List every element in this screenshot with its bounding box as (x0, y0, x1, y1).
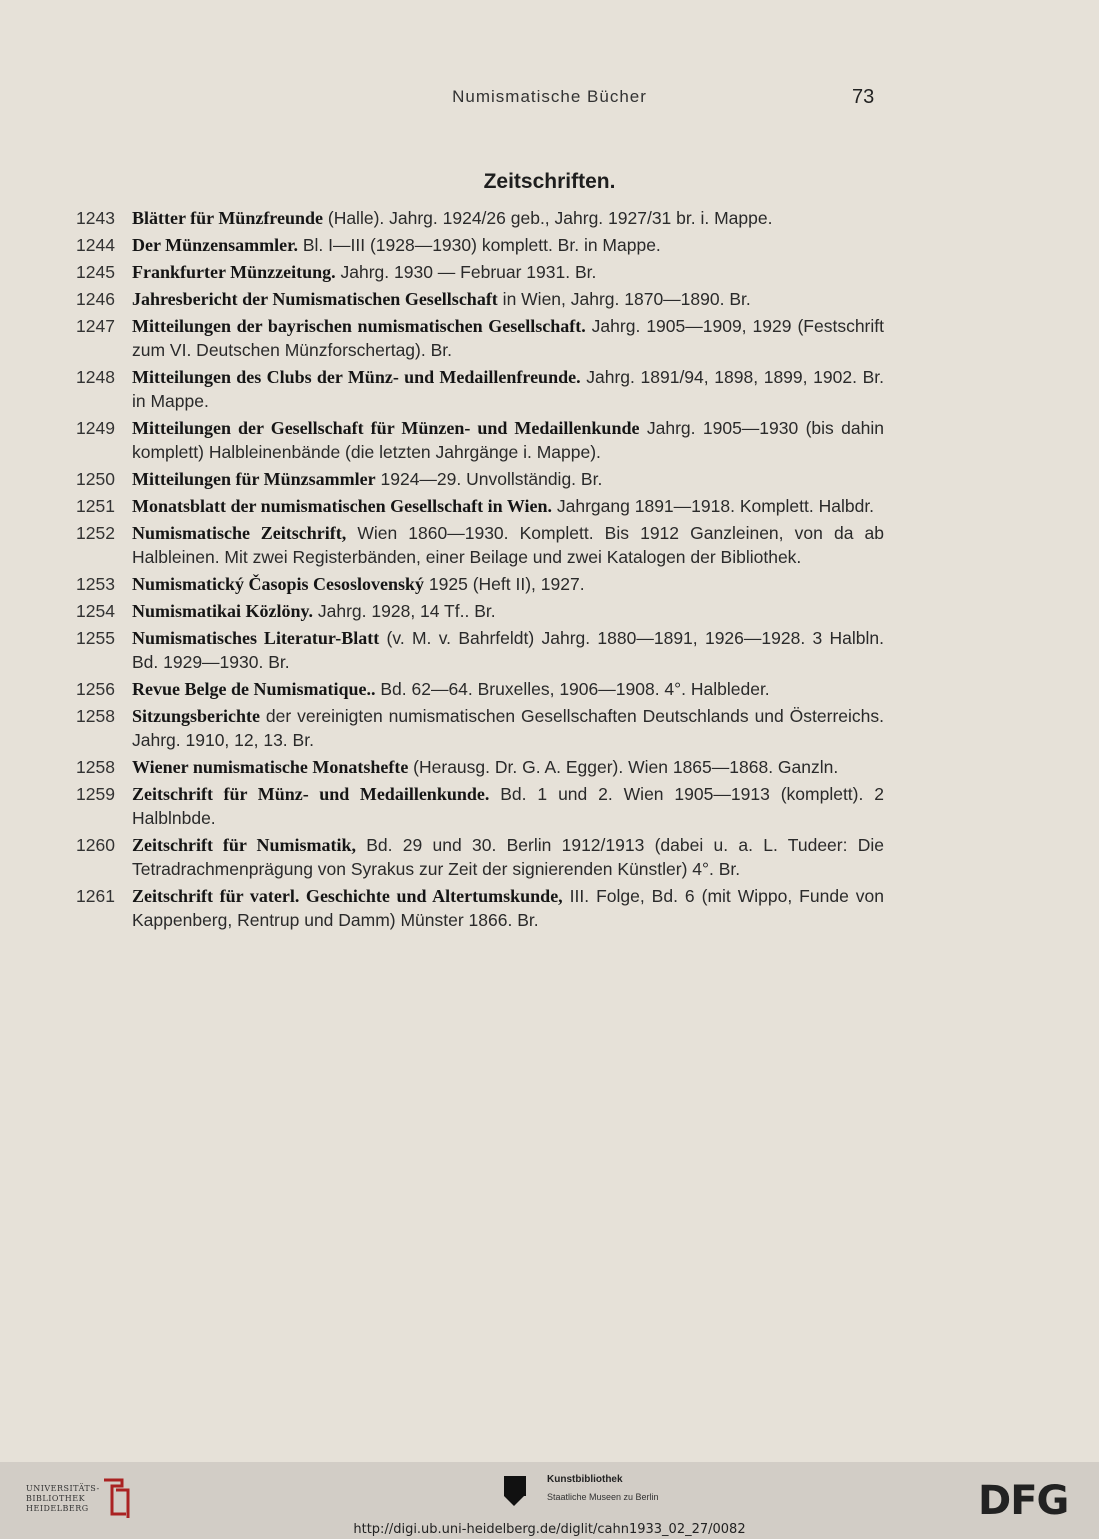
entry-details: Jahrg. 1930 — Februar 1931. Br. (335, 262, 597, 282)
catalog-entry (0, 521, 884, 569)
entry-details: Bd. 29 und 30. Berlin 1912/1913 (dabei u. a. L. Tudeer: Die Tetradrachmenprägung von Syrakus zur Zeit der signierenden Künstler) 4°. Br. (132, 835, 885, 879)
entry-details: in Wien, Jahrg. 1870—1890. Br. (497, 289, 751, 309)
catalog-entry (0, 755, 884, 779)
entry-number: 1246 (76, 289, 115, 309)
entry-title: Numismatisches Literatur-Blatt (132, 628, 380, 648)
entry-title: Numismatische Zeitschrift, (132, 523, 347, 543)
entry-title: Mitteilungen der Gesellschaft für Münzen- und Medaillenkunde (132, 418, 640, 438)
entry-title: Mitteilungen des Clubs der Münz- und Medaillenfreunde. (132, 367, 581, 387)
entry-title: Numismatický Časopis Cesoslovenský (132, 574, 425, 594)
entry-details: III. Folge, Bd. 6 (mit Wippo, Funde von Kappenberg, Rentrup und Damm) Münster 1866. Br. (132, 886, 884, 930)
kunstbibliothek-emblem-icon (500, 1472, 540, 1508)
ub-logo-text (26, 1484, 100, 1514)
entry-details: (Halle). Jahrg. 1924/26 geb., Jahrg. 1927/31 br. i. Mappe. (323, 208, 773, 228)
catalog-entry (0, 626, 884, 674)
entry-details: (v. M. v. Bahrfeldt) Jahrg. 1880—1891, 1926—1928. 3 Halbln. Bd. 1929—1930. Br. (132, 628, 884, 672)
entry-details: Jahrg. 1928, 14 Tf.. Br. (313, 601, 496, 621)
entry-number: 1245 (76, 262, 115, 282)
catalog-entry (0, 572, 884, 596)
entry-title: Revue Belge de Numismatique.. (132, 679, 376, 699)
entry-title: Sitzungsberichte (132, 706, 260, 726)
entry-details: Wien 1860—1930. Komplett. Bis 1912 Ganzleinen, von da ab Halbleinen. Mit zwei Registerbänden, einer Beilage und zwei Katalogen der Bibliothek. (132, 523, 884, 567)
page-number: 73 (852, 86, 875, 108)
entry-details: 1925 (Heft II), 1927. (424, 574, 585, 594)
catalog-entry (0, 833, 884, 881)
entry-number: 1250 (76, 469, 115, 489)
catalog-entry (0, 287, 884, 311)
entry-title: Monatsblatt der numismatischen Gesellschaft in Wien. (132, 496, 553, 516)
entry-details: Jahrg. 1891/94, 1898, 1899, 1902. Br. in Mappe. (132, 367, 884, 411)
entry-number: 1259 (76, 784, 115, 804)
entry-number: 1251 (76, 496, 115, 516)
catalog-entry (0, 782, 884, 830)
entry-title: Jahresbericht der Numismatischen Gesellschaft (132, 289, 498, 309)
ub-line: HEIDELBERG (26, 1504, 89, 1513)
entry-details: Bd. 1 und 2. Wien 1905—1913 (komplett). 2 Halblnbde. (132, 784, 884, 828)
entry-title: Mitteilungen für Münzsammler (132, 469, 376, 489)
catalog-entry (0, 233, 884, 257)
entry-title: Der Münzensammler. (132, 235, 298, 255)
footer-bar (0, 1462, 1099, 1539)
entry-number: 1261 (76, 886, 115, 906)
entry-details: Bl. I—III (1928—1930) komplett. Br. in Mappe. (297, 235, 661, 255)
entry-number: 1258 (76, 757, 115, 777)
entry-list (0, 206, 1099, 935)
catalog-entry (0, 494, 884, 518)
section-title: Zeitschriften. (483, 170, 616, 193)
entry-number: 1244 (76, 235, 115, 255)
catalog-entry (0, 206, 884, 230)
running-title: Numismatische Bücher (452, 87, 647, 106)
entry-number: 1260 (76, 835, 115, 855)
entry-details: Bd. 62—64. Bruxelles, 1906—1908. 4°. Halbleder. (375, 679, 770, 699)
kb-subtitle: Staatliche Museen zu Berlin (547, 1492, 659, 1502)
entry-number: 1258 (76, 706, 115, 726)
entry-number: 1252 (76, 523, 115, 543)
entry-title: Wiener numismatische Monatshefte (132, 757, 409, 777)
page-url[interactable]: http://digi.ub.uni-heidelberg.de/diglit/cahn1933_02_27/0082 (353, 1522, 746, 1537)
entry-title: Zeitschrift für Numismatik, (132, 835, 356, 855)
dfg-logo[interactable]: DFG (978, 1478, 1069, 1524)
entry-title: Zeitschrift für vaterl. Geschichte und Altertumskunde, (132, 886, 563, 906)
entry-details: der vereinigten numismatischen Gesellschaften Deutschlands und Österreichs. Jahrg. 1910, 12, 13. Br. (132, 706, 884, 750)
catalog-entry (0, 365, 884, 413)
entry-title: Blätter für Münzfreunde (132, 208, 323, 228)
kb-name: Kunstbibliothek (547, 1474, 623, 1485)
entry-details: Jahrg. 1905—1930 (bis dahin komplett) Halbleinenbände (die letzten Jahrgänge i. Mappe). (132, 418, 885, 462)
catalog-entry (0, 260, 884, 284)
catalog-entry (0, 677, 884, 701)
entry-title: Mitteilungen der bayrischen numismatischen Gesellschaft. (132, 316, 586, 336)
entry-details: 1924—29. Unvollständig. Br. (375, 469, 603, 489)
catalog-entry (0, 416, 884, 464)
entry-number: 1256 (76, 679, 115, 699)
entry-details: Jahrg. 1905—1909, 1929 (Festschrift zum VI. Deutschen Münzforschertag). Br. (132, 316, 884, 360)
ub-line: UNIVERSITÄTS- (26, 1484, 100, 1493)
ub-line: BIBLIOTHEK (26, 1494, 86, 1503)
entry-number: 1253 (76, 574, 115, 594)
entry-number: 1243 (76, 208, 115, 228)
catalog-entry (0, 704, 884, 752)
entry-number: 1248 (76, 367, 115, 387)
catalog-entry (0, 314, 884, 362)
entry-title: Zeitschrift für Münz- und Medaillenkunde. (132, 784, 490, 804)
catalog-entry (0, 599, 884, 623)
kunstbibliothek-logo[interactable] (500, 1470, 700, 1510)
entry-title: Numismatikai Közlöny. (132, 601, 314, 621)
entry-number: 1254 (76, 601, 115, 621)
entry-details: Jahrgang 1891—1918. Komplett. Halbdr. (552, 496, 875, 516)
entry-number: 1247 (76, 316, 115, 336)
catalog-entry (0, 884, 884, 932)
entry-details: (Herausg. Dr. G. A. Egger). Wien 1865—1868. Ganzln. (408, 757, 839, 777)
ub-emblem-icon (100, 1476, 132, 1522)
entry-number: 1255 (76, 628, 115, 648)
entry-title: Frankfurter Münzzeitung. (132, 262, 336, 282)
ub-heidelberg-logo[interactable] (26, 1472, 136, 1524)
entry-number: 1249 (76, 418, 115, 438)
catalog-entry (0, 467, 884, 491)
